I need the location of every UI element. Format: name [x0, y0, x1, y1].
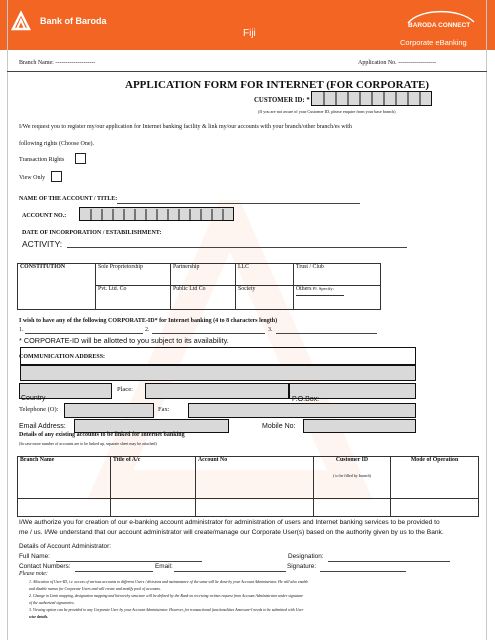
branch-name-field[interactable]: Branch Name: --------------------: [19, 60, 96, 66]
account-no-cells: [80, 209, 233, 221]
col-account-no: Account No: [196, 457, 314, 499]
view-only-checkbox[interactable]: [51, 171, 62, 182]
others-label: Others: [296, 286, 312, 292]
table-cell[interactable]: [391, 499, 479, 517]
option-pvt-ltd-co[interactable]: Pvt. Ltd. Co: [96, 286, 171, 310]
accounts-subnote: (In case more number of accounts are to be linked up, separate sheet may be attached): [19, 441, 157, 446]
option-others[interactable]: [294, 286, 381, 310]
col-customer-id-label: Customer ID: [335, 457, 369, 463]
account-no-label: ACCOUNT NO.:: [22, 213, 67, 219]
customer-id-cells: [312, 92, 431, 105]
admin-heading: Details of Account Administrator:: [19, 543, 111, 550]
signature-label: Signature:: [287, 563, 317, 570]
account-name-line[interactable]: [117, 203, 360, 204]
note-line-3: 2. Change in Limit mapping, designation mapping and hierarchy structure will be defined by the Bank on receiving written request from Account Administrator under signature: [29, 594, 303, 598]
note-line-2: and disable menus for Corporate Users and will create and modify pool of accounts.: [29, 587, 161, 591]
table-cell[interactable]: [196, 499, 314, 517]
constitution-header: CONSTITUTION: [18, 264, 96, 310]
option-llc[interactable]: LLC: [236, 264, 294, 286]
accounts-table: [17, 456, 479, 517]
incorporation-label: DATE OF INCORPORATION / ESTABILISHMENT:: [22, 230, 162, 236]
authorize-text-line1: I/We authorize you for creation of our e-banking account administrator for administration of users and Internet banking services to be provided to: [19, 519, 440, 526]
option-public-ltd-co[interactable]: Public Ltd Co: [171, 286, 236, 310]
corporate-id-option-3: 3.: [268, 327, 273, 333]
mobile-input[interactable]: [303, 419, 416, 433]
application-no-field[interactable]: Application No. -------------------: [358, 60, 437, 66]
others-specify-line[interactable]: [296, 295, 344, 296]
place-label: Place:: [117, 386, 133, 393]
designation-label: Designation:: [288, 553, 324, 560]
full-name-line[interactable]: [56, 561, 202, 562]
telephone-label: Telephone (O):: [19, 406, 59, 413]
activity-label: ACTIVITY:: [22, 239, 63, 249]
option-trust-club[interactable]: Trust / Club: [294, 264, 381, 286]
account-name-label: NAME OF THE ACCOUNT / TITLE:: [19, 196, 118, 202]
corporate-id-line-2[interactable]: [152, 333, 265, 334]
note-line-6: wise details.: [29, 615, 49, 619]
request-text-line1: I/We request you to register my/our application for Internet banking facility & link my/our accounts with your branch/other branch/es with: [19, 124, 352, 130]
corporate-id-option-1: 1.: [19, 327, 24, 333]
customer-id-label: CUSTOMER ID: *: [254, 97, 310, 104]
request-text-line2: following rights (Choose One).: [19, 141, 94, 147]
email-input[interactable]: [74, 419, 229, 433]
customer-id-input[interactable]: [311, 91, 432, 106]
constitution-table: [17, 263, 471, 310]
corporate-id-option-2: 2.: [145, 327, 150, 333]
fax-label: Fax:: [158, 406, 170, 413]
top-rule: [7, 71, 487, 72]
col-mode-of-operation: Mode of Operation: [391, 457, 479, 499]
mobile-label: Mobile No:: [262, 423, 296, 430]
transaction-rights-checkbox[interactable]: [75, 153, 86, 164]
option-partnership[interactable]: Partnership: [171, 264, 236, 286]
notes-heading: Please note:: [19, 571, 48, 577]
note-line-1: 1. Allocation of User-ID, i.e. access of various accounts to different Users / divisions and maintenance of the same will be done by your Account Administrator. He will also enable: [29, 580, 309, 584]
email-label: Email Address:: [19, 423, 66, 430]
margin-line-left: [7, 0, 8, 640]
baroda-connect-logo-icon: [400, 10, 480, 30]
brand-line2: Corporate eBanking: [400, 38, 467, 47]
brand-line1: BARODA CONNECT: [408, 22, 471, 29]
pobox-label: P.O.Box:: [292, 396, 320, 403]
country-input[interactable]: [19, 383, 112, 402]
telephone-input[interactable]: [64, 403, 154, 418]
others-specify-label: Pl. Specify:: [312, 286, 334, 291]
table-cell[interactable]: [314, 499, 391, 517]
email2-label: Email:: [155, 563, 173, 570]
designation-line[interactable]: [328, 561, 450, 562]
option-society[interactable]: Society: [236, 286, 294, 310]
col-customer-id: [314, 457, 391, 499]
full-name-label: Full Name:: [19, 553, 50, 560]
contact-label: Contact Numbers:: [19, 563, 71, 570]
margin-line-right: [486, 0, 487, 640]
note-line-4: of the authorized signatories.: [29, 601, 75, 605]
signature-line[interactable]: [320, 571, 406, 572]
pobox-input[interactable]: [289, 383, 416, 403]
corporate-id-note: * CORPORATE-ID will be allotted to you subject to its availability.: [19, 336, 229, 345]
place-input[interactable]: [145, 383, 289, 399]
account-no-input[interactable]: [79, 207, 234, 221]
col-customer-id-note: ( to be filled by branch): [333, 473, 371, 478]
contact-line[interactable]: [75, 571, 153, 572]
table-cell[interactable]: [111, 499, 196, 517]
corporate-id-line-1[interactable]: [25, 333, 143, 334]
accounts-heading: Details of any existing accounts to be linked for Internet banking: [19, 432, 185, 438]
view-only-label: View Only: [19, 175, 46, 181]
address-box-frame: [20, 347, 416, 365]
email2-line[interactable]: [174, 571, 286, 572]
col-title-of-ac: Title of A/c: [111, 457, 196, 499]
corporate-id-line-3[interactable]: [276, 333, 377, 334]
option-sole-proprietorship[interactable]: Sole Proprietorship: [96, 264, 171, 286]
form-title: APPLICATION FORM FOR INTERNET (FOR CORPORATE): [125, 79, 430, 91]
communication-address-label: COMMUNICATION ADDRESS:: [19, 354, 106, 360]
region-label: Fiji: [243, 28, 256, 39]
country-label: Country: [21, 395, 46, 402]
bank-logo-icon: [10, 10, 32, 32]
table-cell[interactable]: [18, 499, 111, 517]
fax-input[interactable]: [188, 403, 416, 418]
bank-name: Bank of Baroda: [40, 16, 107, 26]
corporate-id-label: I wish to have any of the following CORPORATE-ID* for Internet banking (4 to 8 characters length): [19, 318, 278, 324]
col-branch-name: Branch Name: [18, 457, 111, 499]
activity-line[interactable]: [67, 247, 407, 248]
note-line-5: 3. Viewing option can be provided to any Corporate User by your Account Administrator. However, for transactional functionalities Annexure-I needs to be submitted with User: [29, 608, 304, 612]
authorize-text-line2: me / us. I/We understand that our account administrator will create/manage our Corporate User(s) based on the authority given by us to the Bank.: [19, 529, 444, 536]
transaction-rights-label: Transaction Rights: [19, 157, 65, 163]
address-line-input[interactable]: [20, 365, 416, 381]
customer-id-note: (If you are not aware of your Customer ID, please enquire from your base branch): [258, 109, 396, 114]
